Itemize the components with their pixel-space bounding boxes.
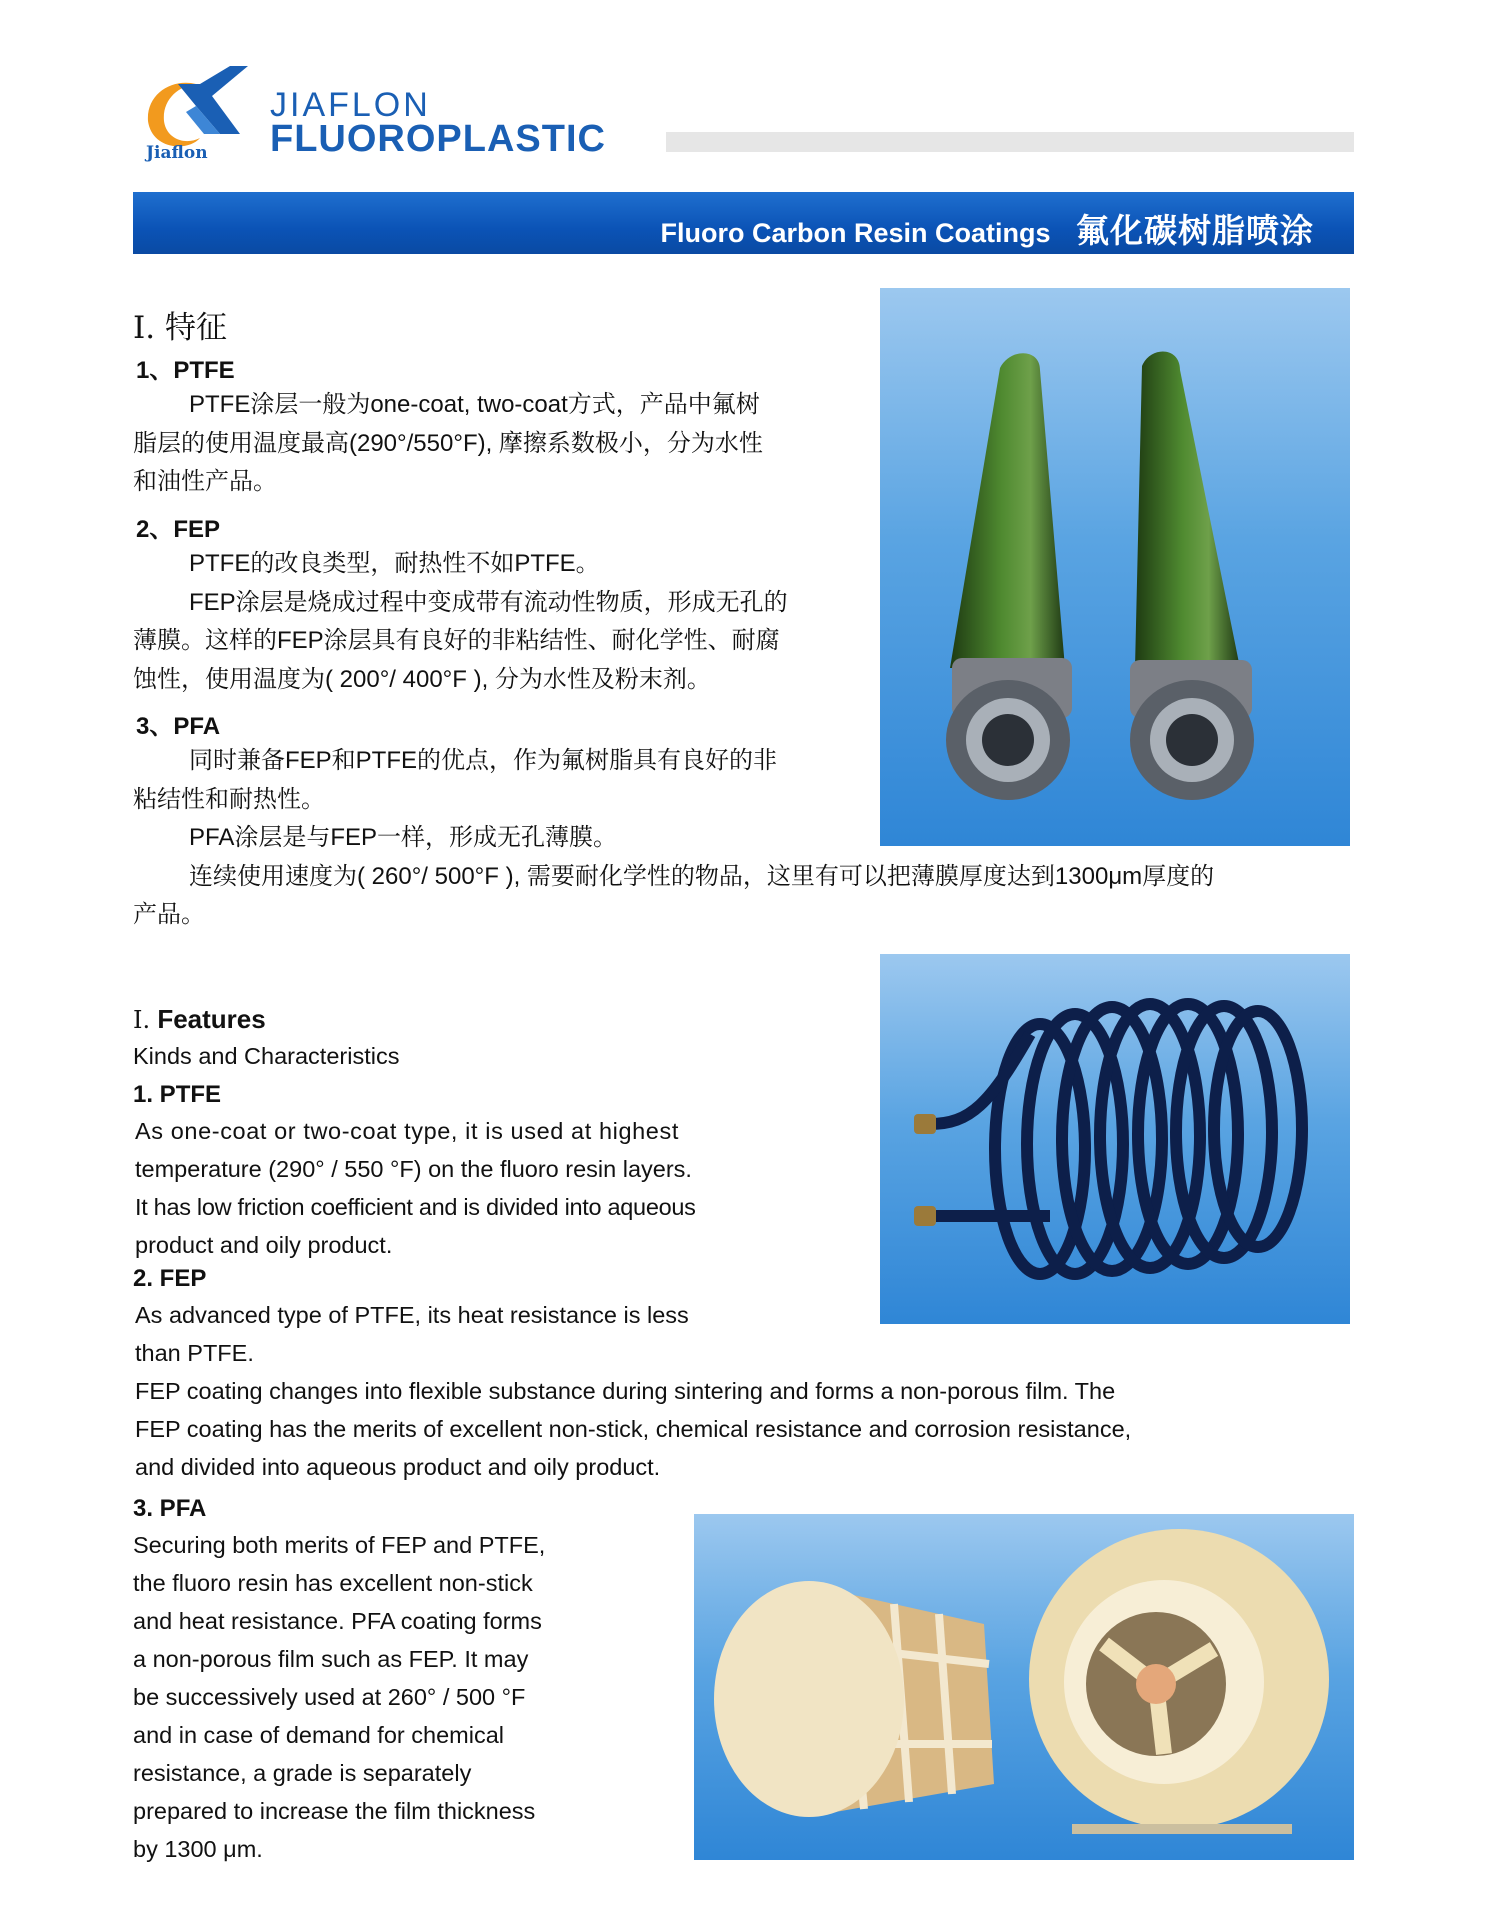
- roller-right: [1130, 351, 1254, 800]
- cn-line: 连续使用速度为( 260°/ 500°F ), 需要耐化学性的物品，这里有可以把薄膜厚度达到1300μm厚度的: [189, 862, 1215, 890]
- coil-photo: [880, 954, 1350, 1324]
- en-line: As advanced type of PTFE, its heat resistance is less: [135, 1302, 689, 1328]
- en-line: and heat resistance. PFA coating forms: [133, 1608, 542, 1634]
- logo-wordmark: Jiaflon: [146, 143, 208, 163]
- coil-fitting-top: [914, 1114, 936, 1134]
- brand-name-top: JIAFLON: [270, 86, 431, 124]
- en-line: and divided into aqueous product and oily product.: [135, 1454, 661, 1480]
- en-line: the fluoro resin has excellent non-stick: [133, 1570, 533, 1596]
- cn-line: 产品。: [133, 901, 205, 928]
- roller-left: [946, 353, 1072, 800]
- en-heading-roman: I.: [133, 1006, 151, 1034]
- en-pfa-text: [133, 1526, 633, 1868]
- en-heading-word: Features: [157, 1004, 266, 1034]
- cn-line: PFA涂层是与FEP一样，形成无孔薄膜。: [189, 824, 618, 851]
- en-line: than PTFE.: [135, 1340, 254, 1366]
- en-line: As one-coat or two-coat type, it is used at highest: [135, 1118, 679, 1144]
- cn-fep-title: 2、FEP: [136, 516, 221, 543]
- cn-line: 脂层的使用温度最高(290°/550°F), 摩擦系数极小，分为水性: [133, 429, 763, 457]
- cn-section-heading: I. 特征: [133, 310, 227, 346]
- brand-name-bottom: FLUOROPLASTIC: [270, 118, 606, 160]
- en-ptfe-text: [135, 1112, 855, 1264]
- en-pfa-title: 3. PFA: [133, 1495, 207, 1522]
- header-rule: [666, 132, 1354, 152]
- cn-line: 和油性产品。: [133, 468, 277, 495]
- title-banner: [133, 192, 1354, 254]
- en-line: prepared to increase the film thickness: [133, 1798, 536, 1824]
- cn-ptfe-title: 1、PTFE: [136, 357, 235, 384]
- en-line: be successively used at 260° / 500 °F: [133, 1684, 526, 1710]
- en-subtitle: Kinds and Characteristics: [133, 1043, 400, 1069]
- en-line: FEP coating has the merits of excellent non-stick, chemical resistance and corrosion resistance,: [135, 1416, 1132, 1442]
- en-line: It has low friction coefficient and is divided into aqueous: [135, 1194, 696, 1220]
- en-line: by 1300 μm.: [133, 1836, 263, 1862]
- en-fep-text: [135, 1296, 1355, 1486]
- cn-line: 蚀性，使用温度为( 200°/ 400°F ), 分为水性及粉末剂。: [133, 665, 711, 693]
- cn-fep-text: [133, 545, 853, 699]
- title-english: Fluoro Carbon Resin Coatings: [660, 218, 1051, 248]
- cn-line: PTFE的改良类型，耐热性不如PTFE。: [189, 550, 600, 577]
- cn-line: 粘结性和耐热性。: [133, 785, 325, 813]
- en-ptfe-title: 1. PTFE: [133, 1081, 222, 1108]
- en-line: Securing both merits of FEP and PTFE,: [133, 1532, 546, 1558]
- cn-line: PTFE涂层一般为one-coat, two-coat方式，产品中氟树: [189, 391, 760, 418]
- en-line: resistance, a grade is separately: [133, 1760, 472, 1786]
- cn-ptfe-text: [133, 386, 833, 502]
- en-section-heading: [133, 1004, 266, 1035]
- cn-pfa-title: 3、PFA: [136, 713, 221, 740]
- en-line: a non-porous film such as FEP. It may: [133, 1646, 529, 1672]
- coil-fitting-bottom: [914, 1206, 936, 1226]
- en-line: product and oily product.: [135, 1232, 393, 1258]
- coil-tube: [930, 1004, 1302, 1274]
- en-line: and in case of demand for chemical: [133, 1722, 504, 1748]
- coated-parts-photo: [694, 1514, 1354, 1860]
- cage-part: [714, 1581, 994, 1817]
- cn-line: 薄膜。这样的FEP涂层具有良好的非粘结性、耐化学性、耐腐: [133, 627, 780, 654]
- en-fep-title: 2. FEP: [133, 1265, 207, 1292]
- en-line: FEP coating changes into flexible substance during sintering and forms a non-porous film. The: [135, 1378, 1116, 1404]
- cn-line: FEP涂层是烧成过程中变成带有流动性物质，形成无孔的: [189, 588, 788, 616]
- rollers-photo: [880, 288, 1350, 846]
- en-line: temperature (290° / 550 °F) on the fluoro resin layers.: [135, 1156, 692, 1182]
- cn-line: 同时兼备FEP和PTFE的优点，作为氟树脂具有良好的非: [189, 747, 778, 774]
- title-chinese: 氟化碳树脂喷涂: [1076, 212, 1314, 249]
- fan-housing: [1029, 1529, 1329, 1834]
